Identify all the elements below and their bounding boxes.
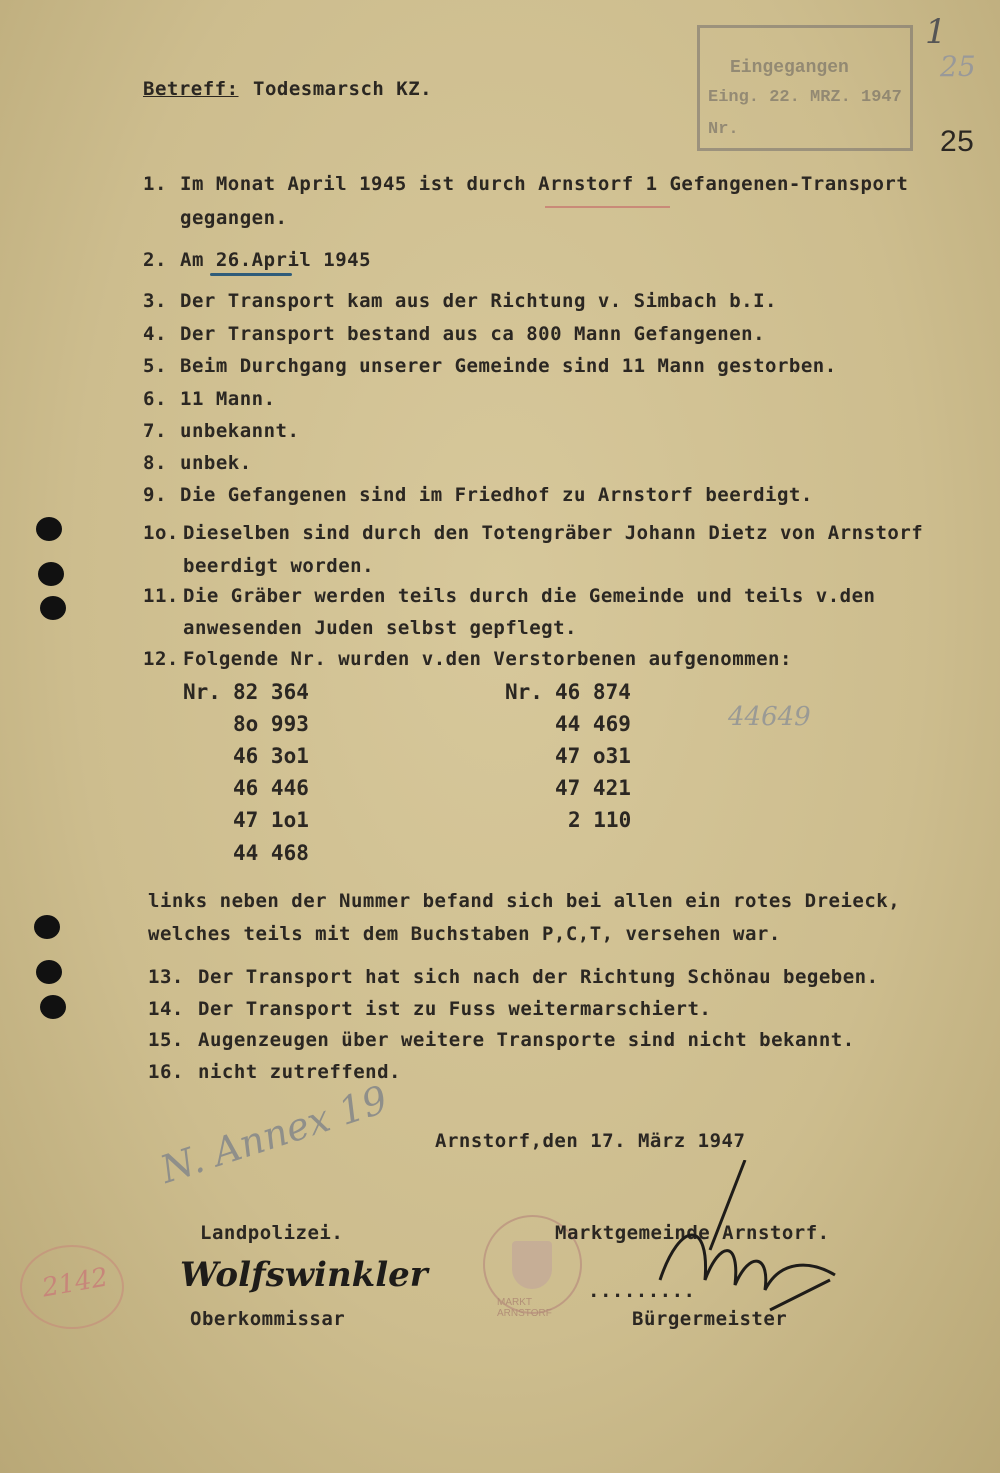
left-signature: Wolfswinkler — [180, 1255, 428, 1295]
punch-hole — [36, 960, 62, 984]
item-text: Am 26.April 1945 — [180, 249, 372, 271]
stamp-line: Nr. — [708, 120, 739, 139]
item-text-cont: beerdigt worden. — [183, 555, 375, 577]
item-text-cont: anwesenden Juden selbst gepflegt. — [183, 617, 577, 639]
subject-text: Todesmarsch KZ. — [253, 78, 433, 100]
item-number: 3. — [143, 290, 167, 312]
red-note: 2142 — [39, 1262, 111, 1304]
item-text: nicht zutreffend. — [198, 1061, 401, 1083]
prisoner-number: 44 469 — [555, 712, 631, 736]
note-line: welches teils mit dem Buchstaben P,C,T, versehen war. — [148, 923, 781, 945]
prisoner-number: 8o 993 — [233, 712, 309, 736]
item-text: Die Gräber werden teils durch die Gemeinde und teils v.den — [183, 585, 876, 607]
item-number: 1. — [143, 173, 167, 195]
punch-hole — [40, 596, 66, 620]
item-text-cont: gegangen. — [180, 207, 288, 229]
item-text: Der Transport ist zu Fuss weitermarschiert. — [198, 998, 712, 1020]
nr-prefix: Nr. — [505, 680, 543, 704]
prisoner-number: 46 3o1 — [233, 744, 309, 768]
item-text: unbek. — [180, 452, 252, 474]
stamp-line: Eingegangen — [730, 58, 849, 78]
right-org: Marktgemeinde Arnstorf. — [555, 1222, 830, 1244]
item-number: 7. — [143, 420, 167, 442]
right-dots: ......... — [588, 1280, 696, 1302]
prisoner-number: 47 1o1 — [233, 808, 309, 832]
item-number: 2. — [143, 249, 167, 271]
seal-text: MARKT ARNSTORF — [497, 1297, 552, 1319]
prisoner-number: 47 o31 — [555, 744, 631, 768]
right-title: Bürgermeister — [632, 1308, 788, 1330]
item-text: Der Transport kam aus der Richtung v. Simbach b.I. — [180, 290, 777, 312]
coat-of-arms-icon — [512, 1241, 552, 1289]
prisoner-number: 46 446 — [233, 776, 309, 800]
item-text: Beim Durchgang unserer Gemeinde sind 11 Mann gestorben. — [180, 355, 837, 377]
prisoner-number: 44 468 — [233, 841, 309, 865]
item-number: 15. — [148, 1029, 184, 1051]
item-number: 13. — [148, 966, 184, 988]
item-text: Der Transport bestand aus ca 800 Mann Gefangenen. — [180, 323, 766, 345]
page-number: 25 — [940, 125, 975, 158]
red-underline — [545, 206, 670, 208]
receipt-stamp — [697, 25, 913, 151]
nr-prefix: Nr. — [183, 680, 221, 704]
blue-underline — [210, 273, 292, 276]
place-date: Arnstorf,den 17. März 1947 — [435, 1130, 746, 1152]
item-text: Dieselben sind durch den Totengräber Johann Dietz von Arnstorf — [183, 522, 924, 544]
item-text: 11 Mann. — [180, 388, 276, 410]
item-number: 9. — [143, 484, 167, 506]
item-number: 12. — [143, 648, 179, 670]
left-org: Landpolizei. — [200, 1222, 344, 1244]
item-number: 4. — [143, 323, 167, 345]
item-number: 16. — [148, 1061, 184, 1083]
item-text: Augenzeugen über weitere Transporte sind nicht bekannt. — [198, 1029, 855, 1051]
subject-label: Betreff: — [143, 78, 239, 100]
prisoner-number: 46 874 — [555, 680, 631, 704]
item-number: 11. — [143, 585, 179, 607]
item-text: Der Transport hat sich nach der Richtung Schönau begeben. — [198, 966, 879, 988]
item-number: 14. — [148, 998, 184, 1020]
stamp-line: Eing. 22. MRZ. 1947 — [708, 88, 902, 107]
prisoner-number: 47 421 — [555, 776, 631, 800]
item-text: unbekannt. — [180, 420, 300, 442]
punch-hole — [36, 517, 62, 541]
prisoner-number: 2 110 — [568, 808, 632, 832]
punch-hole — [40, 995, 66, 1019]
punch-hole — [34, 915, 60, 939]
left-title: Oberkommissar — [190, 1308, 346, 1330]
corner-mark: 1 — [925, 12, 947, 52]
item-number: 1o. — [143, 522, 179, 544]
item-text: Die Gefangenen sind im Friedhof zu Arnstorf beerdigt. — [180, 484, 813, 506]
punch-hole — [38, 562, 64, 586]
item-number: 5. — [143, 355, 167, 377]
item-number: 6. — [143, 388, 167, 410]
handwritten-number: 44649 — [728, 702, 811, 732]
annex-note: N. Annex 19 — [155, 1077, 393, 1192]
corner-mark-2: 25 — [940, 50, 976, 83]
note-line: links neben der Nummer befand sich bei allen ein rotes Dreieck, — [148, 890, 901, 912]
item-text: Folgende Nr. wurden v.den Verstorbenen aufgenommen: — [183, 648, 792, 670]
prisoner-number: 82 364 — [233, 680, 309, 704]
item-text: Im Monat April 1945 ist durch Arnstorf 1 Gefangenen-Transport — [180, 173, 909, 195]
item-number: 8. — [143, 452, 167, 474]
mayor-signature — [650, 1160, 850, 1320]
